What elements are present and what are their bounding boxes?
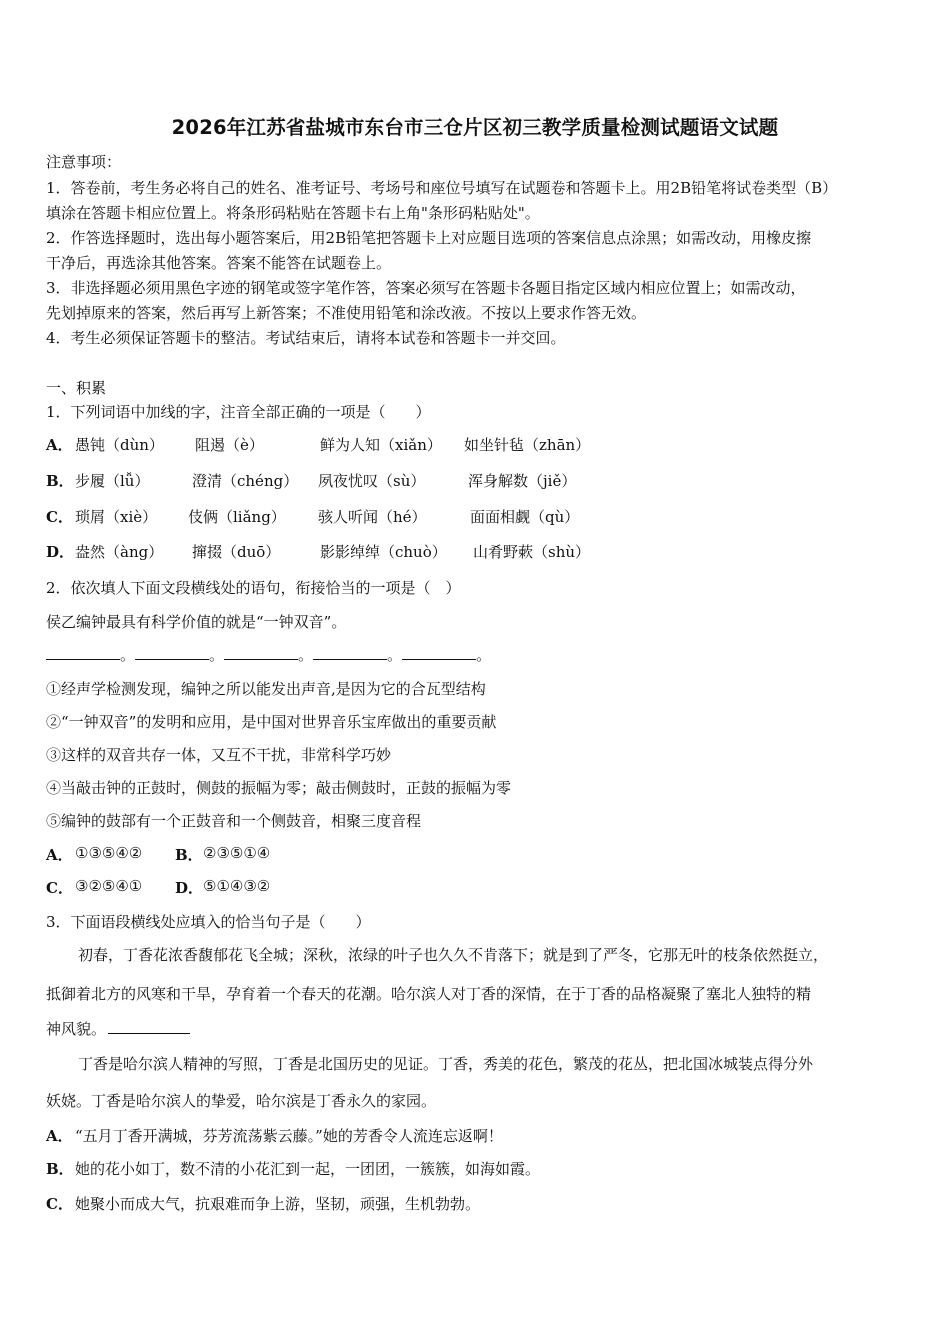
q1-word: 伎俩（liǎng） <box>188 508 286 526</box>
q2-sentence: ②“一钟双音”的发明和应用，是中国对世界音乐宝库做出的重要贡献 <box>46 713 497 731</box>
exam-title: 2026年江苏省盐城市东台市三仓片区初三教学质量检测试题语文试题 <box>171 116 779 139</box>
q3-option-c: 她聚小而成大气，抗艰难而争上游，坚韧，顽强，生机勃勃。 <box>75 1195 481 1213</box>
answer-blank <box>313 645 387 660</box>
q1-word: 面面相觑（qù） <box>470 508 580 526</box>
q2-lead-sentence: 侯乙编钟最具有科学价值的就是“一钟双音”。 <box>46 613 347 631</box>
q2-sentence: ③这样的双音共存一体，又互不干扰，非常科学巧妙 <box>46 746 392 764</box>
q2-option-c-letter: C． <box>46 879 73 897</box>
q1-word: 山肴野蔌（shù） <box>473 543 591 561</box>
notice-line: 4．考生必须保证答题卡的整洁。考试结束后，请将本试卷和答题卡一并交回。 <box>46 329 566 347</box>
q2-sentence: ⑤编钟的鼓部有一个正鼓音和一个侧鼓音，相聚三度音程 <box>46 812 422 830</box>
q3-option-b: 她的花小如丁，数不清的小花汇到一起，一团团，一簇簇，如海如霞。 <box>75 1160 541 1178</box>
answer-blank <box>402 645 476 660</box>
q1-option-c-letter: C． <box>46 508 73 526</box>
answer-blank <box>224 645 298 660</box>
q3-option-b-letter: B． <box>46 1160 74 1178</box>
answer-blank <box>135 645 209 660</box>
q2-option-b-letter: B． <box>175 846 203 864</box>
q1-word: 撺掇（duō） <box>192 543 281 561</box>
notice-line: 干净后，再选涂其他答案。答案不能答在试题卷上。 <box>46 254 392 272</box>
blank-separator: 。 <box>476 646 492 664</box>
blank-separator: 。 <box>387 646 403 664</box>
answer-blank <box>46 645 120 660</box>
q1-option-d-letter: D． <box>46 543 75 561</box>
q1-word: 浑身解数（jiě） <box>468 472 577 490</box>
notice-heading: 注意事项： <box>46 153 122 171</box>
notice-line: 3．非选择题必须用黑色字迹的钢笔或签字笔作答，答案必须写在答题卡各题目指定区域内相应位置上；如需改动， <box>46 279 806 297</box>
q1-word: 鲜为人知（xiǎn） <box>320 436 442 454</box>
q1-option-b-letter: B． <box>46 472 74 490</box>
q1-word: 夙夜忧叹（sù） <box>318 472 426 490</box>
q3-paragraph-line: 初春，丁香花浓香馥郁花飞全城；深秋，浓绿的叶子也久久不肯落下；就是到了严冬，它那无叶的枝条依然挺立， <box>78 946 829 964</box>
q1-word: 盎然（àng） <box>75 543 164 561</box>
q3-paragraph-end <box>46 1018 190 1039</box>
q3-option-a: “五月丁香开满城，芬芳流荡紫云藤。”她的芳香令人流连忘返啊！ <box>75 1127 503 1145</box>
notice-line: 填涂在答题卡相应位置上。将条形码粘贴在答题卡右上角"条形码粘贴处"。 <box>46 204 540 222</box>
q1-word: 步履（lǚ） <box>75 472 150 490</box>
q2-option-c: ③②⑤④① <box>75 877 143 895</box>
notice-line: 2．作答选择题时，选出每小题答案后，用2B铅笔把答题卡上对应题目选项的答案信息点涂黑；如需改动，用橡皮擦 <box>46 229 812 247</box>
q1-option-a-letter: A． <box>46 436 73 454</box>
q2-blanks-row <box>46 644 491 665</box>
question-2-stem: 2．依次填人下面文段横线处的语句，衔接恰当的一项是（ ） <box>46 579 461 597</box>
q1-word: 琐屑（xiè） <box>75 508 158 526</box>
q3-option-c-letter: C． <box>46 1195 73 1213</box>
q2-option-a-letter: A． <box>46 846 73 864</box>
q2-sentence: ①经声学检测发现，编钟之所以能发出声音,是因为它的合瓦型结构 <box>46 680 486 698</box>
blank-separator: 。 <box>298 646 314 664</box>
notice-line: 1．答卷前，考生务必将自己的姓名、准考证号、考场号和座位号填写在试题卷和答题卡上。用2B铅笔将试卷类型（B） <box>46 179 838 197</box>
q1-word: 如坐针毡（zhān） <box>464 436 591 454</box>
q2-option-d: ⑤①④③② <box>203 877 271 895</box>
q3-paragraph-line: 神风貌。 <box>46 1020 107 1038</box>
q1-word: 骇人听闻（hé） <box>318 508 427 526</box>
blank-separator: 。 <box>209 646 225 664</box>
notice-line: 先划掉原来的答案，然后再写上新答案；不准使用铅笔和涂改液。不按以上要求作答无效。 <box>46 304 647 322</box>
q2-sentence: ④当敲击钟的正鼓时，侧鼓的振幅为零；敲击侧鼓时，正鼓的振幅为零 <box>46 779 512 797</box>
q3-paragraph-line: 妖娆。丁香是哈尔滨人的挚爱，哈尔滨是丁香永久的家园。 <box>46 1092 437 1110</box>
q2-option-d-letter: D． <box>175 879 204 897</box>
section-heading: 一、积累 <box>46 379 107 397</box>
answer-blank <box>108 1019 190 1034</box>
q2-option-a: ①③⑤④② <box>75 844 143 862</box>
question-1-stem: 1．下列词语中加线的字，注音全部正确的一项是（ ） <box>46 403 431 421</box>
q2-option-b: ②③⑤①④ <box>203 844 271 862</box>
question-3-stem: 3．下面语段横线处应填入的恰当句子是（ ） <box>46 913 371 931</box>
q3-paragraph-line: 丁香是哈尔滨人精神的写照，丁香是北国历史的见证。丁香，秀美的花色，繁茂的花丛，把北国冰城装点得分外 <box>78 1055 814 1073</box>
q1-word: 愚钝（dùn） <box>75 436 164 454</box>
q1-word: 影影绰绰（chuò） <box>320 543 447 561</box>
q1-word: 澄清（chéng） <box>192 472 299 490</box>
q3-paragraph-line: 抵御着北方的风寒和干旱，孕育着一个春天的花潮。哈尔滨人对丁香的深情，在于丁香的品格凝聚了塞北人独特的精 <box>46 985 812 1003</box>
q1-word: 阻遏（è） <box>195 436 264 454</box>
q3-option-a-letter: A． <box>46 1127 73 1145</box>
blank-separator: 。 <box>120 646 136 664</box>
